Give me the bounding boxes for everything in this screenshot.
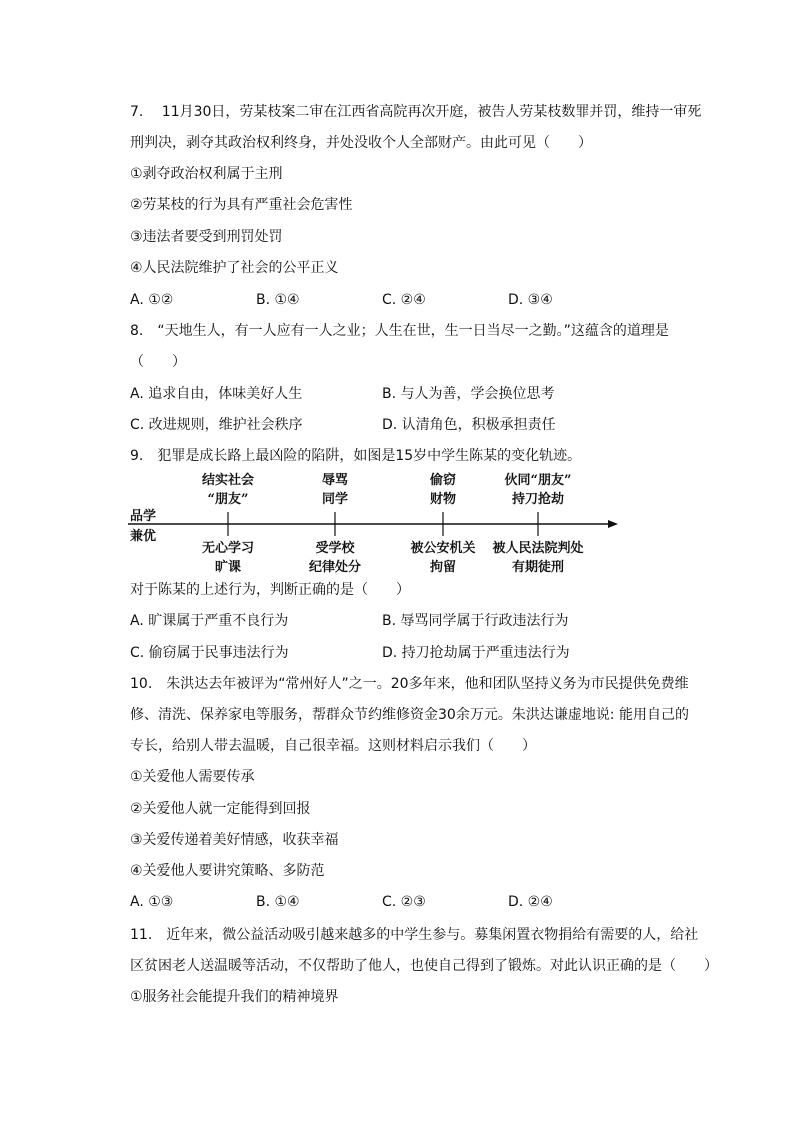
q7-option-d: D. ③④: [508, 292, 553, 308]
q7-stem-line2: 刑判决，剥夺其政治权利终身，并处没收个人全部财产。由此可见（ ）: [130, 135, 592, 151]
timeline-bottom-event-1-line1: 无心学习: [201, 541, 255, 556]
q10-option-d: D. ②④: [508, 894, 553, 910]
q9-stem-line2: 对于陈某的上述行为，判断正确的是（ ）: [130, 582, 410, 598]
timeline-top-event-4-line2: 持刀抢劫: [511, 492, 565, 507]
q11-stem-line2: 区贫困老人送温暖等活动，不仅帮助了他人，也使自己得到了锻炼。对此认识正确的是（ ）: [130, 958, 718, 974]
timeline-top-event-1-line2: “朋友”: [207, 492, 249, 507]
timeline-top-event-1-line1: 结实社会: [201, 473, 255, 488]
timeline-start-label-1: 品学: [130, 509, 157, 524]
timeline-bottom-event-4-line1: 被人民法院判处: [492, 541, 584, 556]
q9-timeline-figure: [128, 470, 618, 580]
q9-option-d: D. 持刀抢劫属于严重违法行为: [382, 645, 570, 661]
timeline-start-label-2: 兼优: [130, 529, 157, 544]
q9-option-a: A. 旷课属于严重不良行为: [130, 613, 289, 629]
q8-stem-line2: （ ）: [130, 354, 186, 370]
q9-option-b: B. 辱骂同学属于行政违法行为: [382, 613, 569, 629]
timeline-top-event-3-line1: 偷窃: [429, 473, 457, 488]
q8-option-c: C. 改进规则，维护社会秩序: [130, 417, 303, 433]
timeline-arrow-icon: [608, 520, 618, 528]
q10-stem-line3: 专长，给别人带去温暖，自己很幸福。这则材料启示我们（ ）: [130, 738, 536, 754]
q8-option-d: D. 认清角色，积极承担责任: [382, 417, 556, 433]
timeline-bottom-event-2-line1: 受学校: [315, 541, 355, 556]
q8-stem-line1: 8. “天地生人，有一人应有一人之业；人生在世，生一日当尽一之勤。”这蕴含的道理是: [130, 323, 669, 339]
q7-option-c: C. ②④: [382, 292, 426, 308]
q10-statement-3: ③关爱传递着美好情感，收获幸福: [130, 832, 339, 848]
timeline-bottom-event-3-line1: 被公安机关: [410, 541, 476, 556]
q7-stem-line1: 7. 11月30日，劳某枝案二审在江西省高院再次开庭，被告人劳某枝数罪并罚，维持一审死: [130, 104, 702, 120]
q10-stem-line2: 修、清洗、保养家电等服务，帮群众节约维修资金30余万元。朱洪达谦虚地说: 能用自己的: [130, 707, 689, 723]
timeline-top-event-3-line2: 财物: [429, 492, 457, 507]
q7-statement-4: ④人民法院维护了社会的公平正义: [130, 260, 339, 276]
q10-option-c: C. ②③: [382, 894, 426, 910]
q10-option-b: B. ①④: [256, 894, 300, 910]
timeline-bottom-event-4-line2: 有期徒刑: [511, 560, 565, 575]
timeline-top-event-2-line2: 同学: [321, 492, 349, 507]
q7-statement-1: ①剥夺政治权利属于主刑: [130, 166, 283, 182]
q7-statement-2: ②劳某枝的行为具有严重社会危害性: [130, 197, 353, 213]
q10-statement-4: ④关爱他人要讲究策略、多防范: [130, 863, 325, 879]
q9-stem-line1: 9. 犯罪是成长路上最凶险的陷阱，如图是15岁中学生陈某的变化轨迹。: [130, 448, 582, 464]
timeline-top-event-2-line1: 辱骂: [321, 473, 349, 488]
q7-option-a: A. ①②: [130, 292, 174, 308]
q10-statement-1: ①关爱他人需要传承: [130, 769, 255, 785]
q9-option-c: C. 偷窃属于民事违法行为: [130, 645, 289, 661]
q7-statement-3: ③违法者要受到刑罚处罚: [130, 229, 283, 245]
q8-option-b: B. 与人为善，学会换位思考: [382, 386, 555, 402]
q8-option-a: A. 追求自由，体味美好人生: [130, 386, 303, 402]
timeline-bottom-event-3-line2: 拘留: [429, 560, 457, 575]
timeline-bottom-event-1-line2: 旷课: [214, 560, 242, 575]
q11-statement-1: ①服务社会能提升我们的精神境界: [130, 989, 339, 1005]
q7-option-b: B. ①④: [256, 292, 300, 308]
q10-option-a: A. ①③: [130, 894, 174, 910]
timeline-top-event-4-line1: 伙同“朋友”: [504, 473, 572, 488]
q10-stem-line1: 10. 朱洪达去年被评为“常州好人”之一。20多年来，他和团队坚持义务为市民提供免费维: [130, 676, 689, 692]
timeline-bottom-event-2-line2: 纪律处分: [308, 560, 362, 575]
q11-stem-line1: 11. 近年来，微公益活动吸引越来越多的中学生参与。募集闲置衣物捐给有需要的人，给社: [130, 927, 699, 943]
q10-statement-2: ②关爱他人就一定能得到回报: [130, 801, 311, 817]
